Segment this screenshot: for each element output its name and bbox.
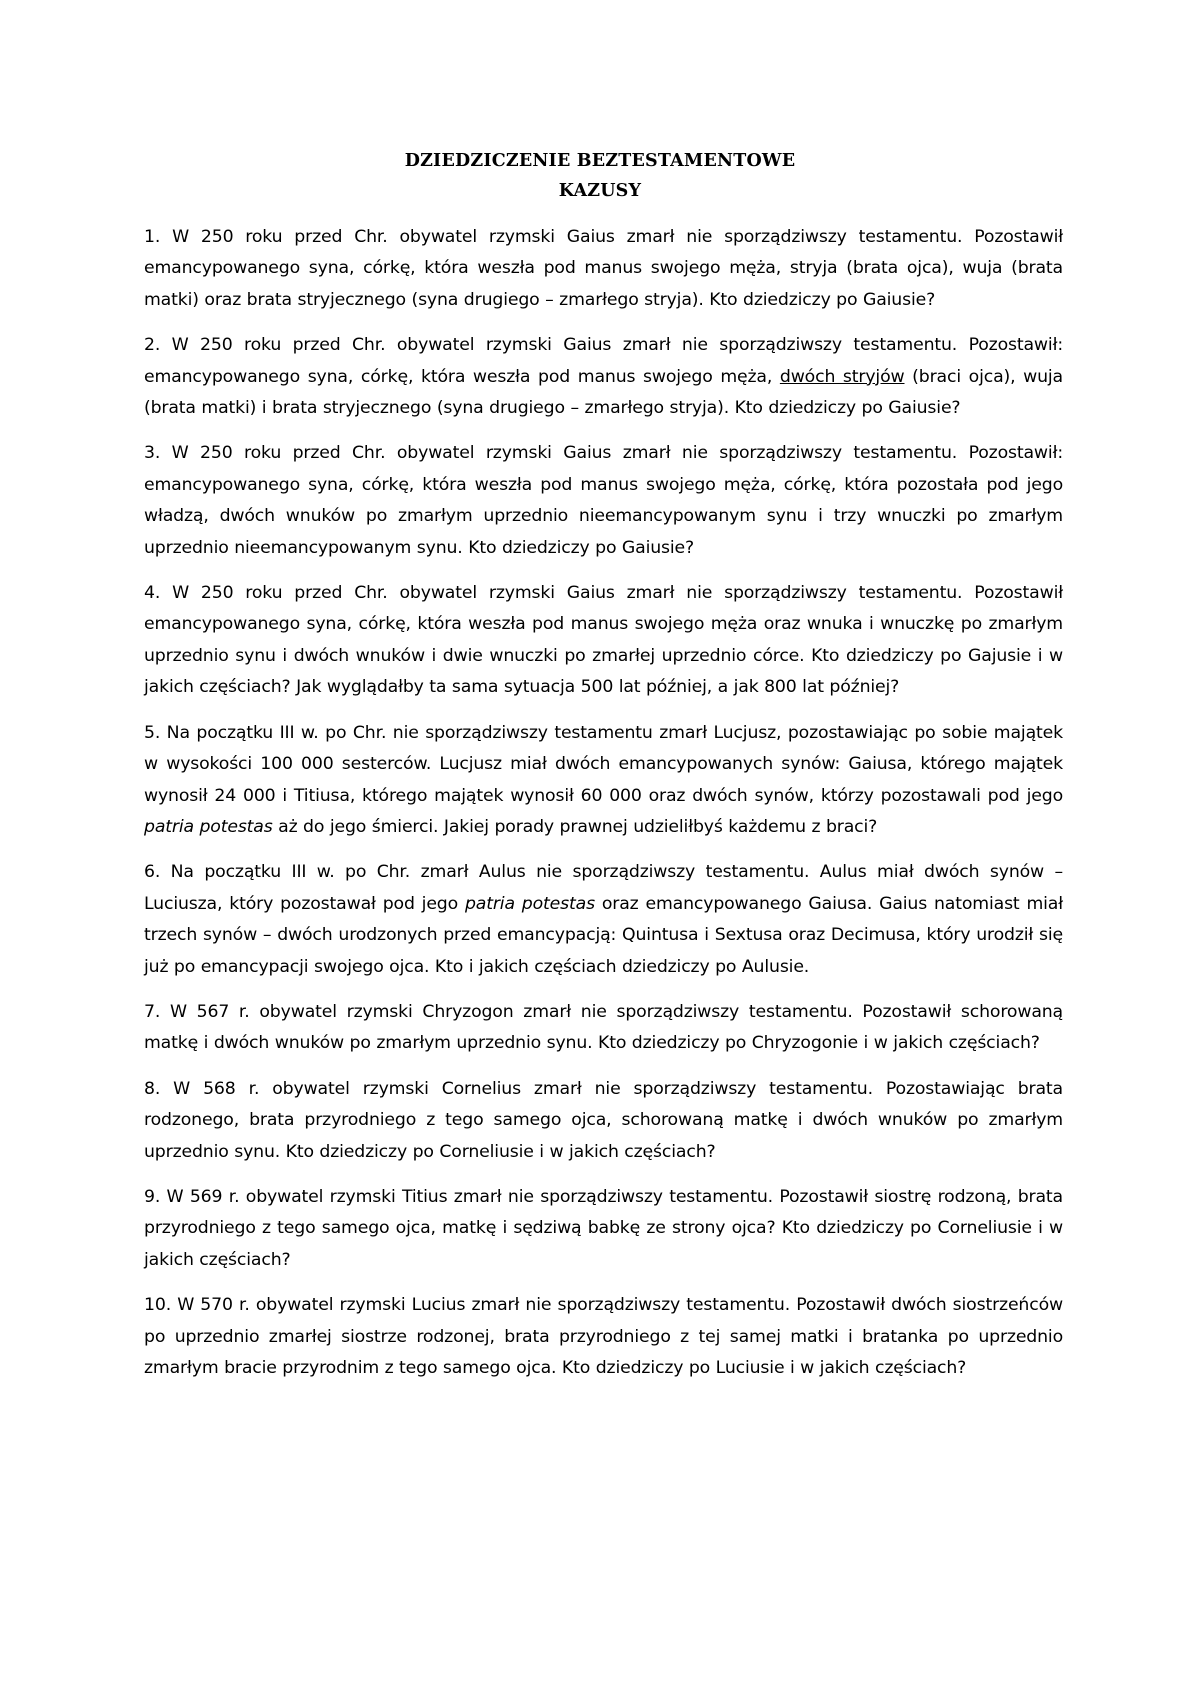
case-7: 7. W 567 r. obywatel rzymski Chryzogon zmarł nie sporządziwszy testamentu. Pozostawił schorowaną matkę i dwóch wnuków po zmarłym uprzednio synu. Kto dziedziczy po Chryzogonie i w jakich częściach? — [144, 1001, 1063, 1054]
case-2-text-end: (braci ojca), wuja (brata matki) i brata stryjecznego (syna drugiego – zmarłego stryja). Kto dziedziczy po Gaiusie? — [144, 366, 1063, 419]
case-6-text-end: oraz emancypowanego Gaiusa. Gaius natomiast miał trzech synów – dwóch urodzonych przed emancypacją: Quintusa i Sextusa oraz Decimusa, który urodził się już po emancypacji swojego ojca. Kto i jakich częściach dziedziczy po Aulusie. — [144, 893, 1063, 977]
case-9: 9. W 569 r. obywatel rzymski Titius zmarł nie sporządziwszy testamentu. Pozostawił siostrę rodzoną, brata przyrodniego z tego samego ojca, matkę i sędziwą babkę ze strony ojca? Kto dziedziczy po Corneliusie i w jakich częściach? — [144, 1186, 1063, 1270]
title-line-2: KAZUSY — [558, 181, 642, 201]
case-2-underlined-text: dwóch stryjów — [779, 366, 905, 387]
case-3: 3. W 250 roku przed Chr. obywatel rzymski Gaius zmarł nie sporządziwszy testamentu. Pozostawił: emancypowanego syna, córkę, która weszła pod manus swojego męża, córkę, która pozostała pod jego władzą, dwóch wnuków po zmarłym uprzednio nieemancypowanym synu i trzy wnuczki po zmarłym uprzednio nieemancypowanym synu. Kto dziedziczy po Gaiusie? — [144, 443, 1063, 558]
case-2-text-start: 2. W 250 roku przed Chr. obywatel rzymski Gaius zmarł nie sporządziwszy testamentu. Pozostawił: emancypowanego syna, córkę, która weszła pod manus swojego męża, — [144, 335, 1063, 387]
case-8: 8. W 568 r. obywatel rzymski Cornelius zmarł nie sporządziwszy testamentu. Pozostawiając brata rodzonego, brata przyrodniego z tego samego ojca, schorowaną matkę i dwóch wnuków po zmarłym uprzednio synu. Kto dziedziczy po Corneliusie i w jakich częściach? — [144, 1078, 1063, 1162]
cases-list — [144, 222, 1063, 1398]
case-5-italic-term: patria potestas — [144, 816, 273, 837]
case-10: 10. W 570 r. obywatel rzymski Lucius zmarł nie sporządziwszy testamentu. Pozostawił dwóch siostrzeńców po uprzednio zmarłej siostrze rodzonej, brata przyrodniego z tej samej matki i bratanka po uprzednio zmarłym bracie przyrodnim z tego samego ojca. Kto dziedziczy po Luciusie i w jakich częściach? — [144, 1295, 1063, 1378]
case-4: 4. W 250 roku przed Chr. obywatel rzymski Gaius zmarł nie sporządziwszy testamentu. Pozostawił emancypowanego syna, córkę, która weszła pod manus swojego męża oraz wnuka i wnuczkę po zmarłym uprzednio synu i dwóch wnuków i dwie wnuczki po zmarłej uprzednio córce. Kto dziedziczy po Gajusie i w jakich częściach? Jak wyglądałby ta sama sytuacja 500 lat później, a jak 800 lat później? — [144, 583, 1063, 698]
case-2 — [144, 330, 1063, 424]
case-5-text-end: aż do jego śmierci. Jakiej porady prawnej udzieliłbyś każdemu z braci? — [272, 816, 878, 837]
case-5-text-start: 5. Na początku III w. po Chr. nie sporządziwszy testamentu zmarł Lucjusz, pozostawiając po sobie majątek w wysokości 100 000 sesterców. Lucjusz miał dwóch emancypowanych synów: Gaiusa, którego majątek wynosił 24 000 i Titiusa, którego majątek wynosił 60 000 oraz dwóch synów, którzy pozostawali pod jego — [144, 722, 1063, 806]
title-line-1: DZIEDZICZENIE BEZTESTAMENTOWE — [404, 151, 796, 171]
case-6-italic-term: patria potestas — [464, 893, 595, 914]
case-1: 1. W 250 roku przed Chr. obywatel rzymski Gaius zmarł nie sporządziwszy testamentu. Pozostawił emancypowanego syna, córkę, która weszła pod manus swojego męża, stryja (brata ojca), wuja (brata matki) oraz brata stryjecznego (syna drugiego – zmarłego stryja). Kto dziedziczy po Gaiusie? — [144, 227, 1063, 310]
case-6-text-start: 6. Na początku III w. po Chr. zmarł Aulus nie sporządziwszy testamentu. Aulus miał dwóch synów – Luciusza, który pozostawał pod jego — [144, 862, 1063, 914]
case-5 — [144, 718, 1063, 844]
case-6 — [144, 857, 1063, 983]
document-title — [0, 146, 1200, 206]
